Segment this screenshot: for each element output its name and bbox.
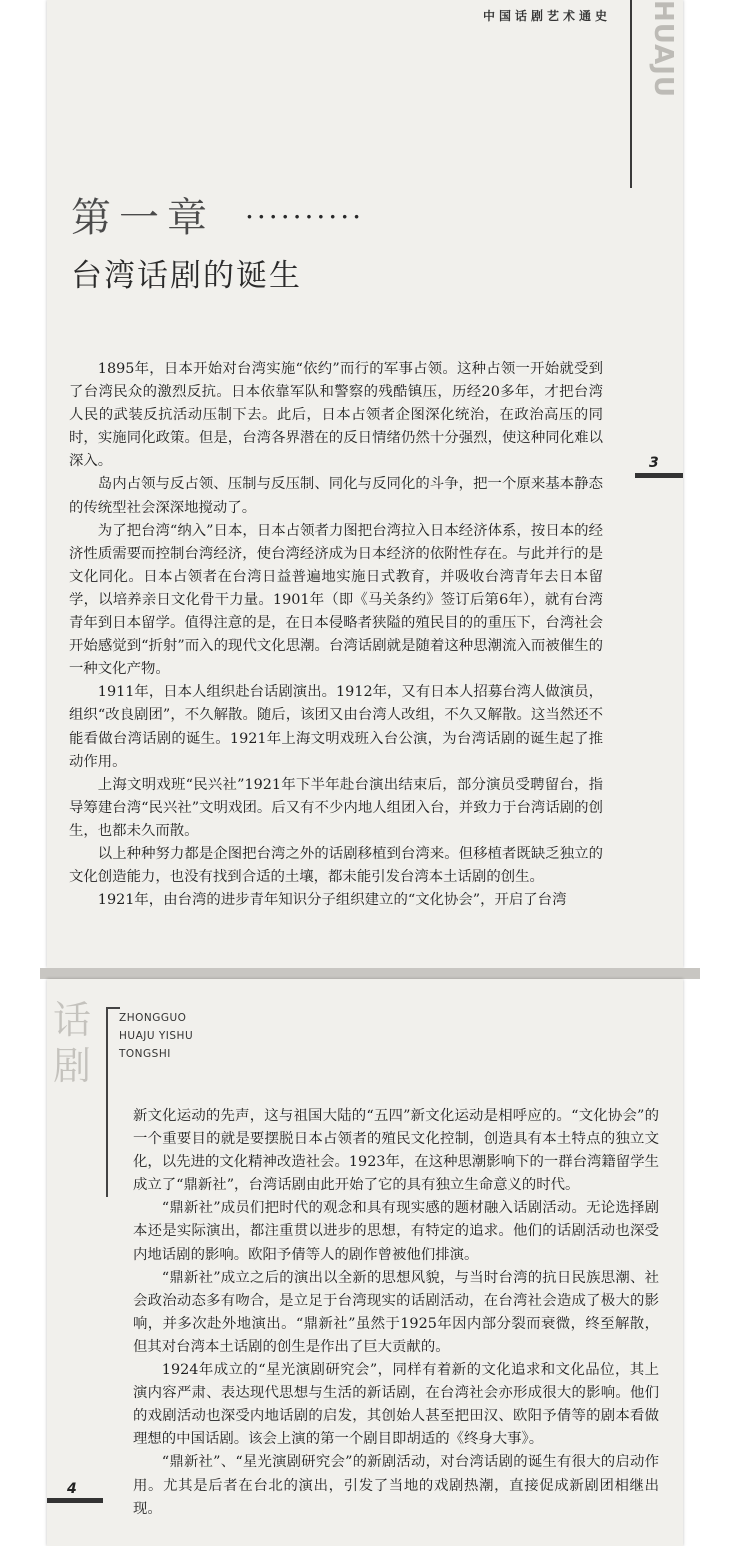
bracket-top [106, 1007, 120, 1009]
paragraph: 1911年，日本人组织赴台话剧演出。1912年，又有日本人招募台湾人做演员，组织“改良剧团”，不久解散。随后，该团又由台湾人改组，不久又解散。这当然还不能看做台湾话剧的诞生。1921年上海文明戏班入台公演，为台湾话剧的诞生起了推动作用。 [69, 684, 603, 770]
page-number: 3 [649, 455, 659, 471]
paragraph: 1895年，日本开始对台湾实施“依约”而行的军事占领。这种占领一开始就受到了台湾民众的激烈反抗。日本依靠军队和警察的残酷镇压，历经20多年，才把台湾人民的武装反抗活动压制下去。此后，日本占领者企图深化统治，在政治高压的同时，实施同化政策。但是，台湾各界潜在的反日情绪仍然十分强烈，使这种同化难以深入。 [69, 361, 603, 470]
page-number: 4 [67, 1481, 77, 1497]
chapter-dots: .......... [245, 192, 365, 225]
body-text [69, 358, 603, 912]
book-page-3 [47, 0, 683, 968]
vertical-mark-huaju: 话剧 [53, 998, 92, 1088]
page-number-bar [635, 473, 683, 478]
series-line: HUAJU YISHU [119, 1030, 194, 1042]
paragraph: 为了把台湾“纳入”日本，日本占领者力图把台湾拉入日本经济体系，按日本的经济性质需要而控制台湾经济，使台湾经济成为日本经济的依附性存在。与此并行的是文化同化。日本占领者在台湾日益普遍地实施日式教育，并吸收台湾青年去日本留学，以培养亲日文化骨干力量。1901年（即《马关条约》签订后第6年），就有台湾青年到日本留学。值得注意的是，在日本侵略者狭隘的殖民目的的重压下，台湾社会开始感觉到“折射”而入的现代文化思潮。台湾话剧就是随着这种思潮流入而被催生的一种文化产物。 [69, 522, 603, 678]
paragraph: 上海文明戏班“民兴社”1921年下半年赴台演出结束后，部分演员受聘留台，指导筹建台湾“民兴社”文明戏团。后又有不少内地人组团入台，并致力于台湾话剧的创生，也都未久而散。 [69, 776, 603, 839]
paragraph: 1924年成立的“星光演剧研究会”，同样有着新的文化追求和文化品位，其上演内容严肃、表达现代思想与生活的新话剧，在台湾社会亦形成很大的影响。他们的戏剧活动也深受内地话剧的启发，其创始人甚至把田汉、欧阳予倩等的剧本看做理想的中国话剧。该会上演的第一个剧目即胡适的《终身大事》。 [133, 1362, 659, 1448]
bracket-vertical [106, 1007, 108, 1197]
paragraph: “鼎新社”成员们把时代的观念和具有现实感的题材融入话剧活动。无论选择剧本还是实际演出，都注重贯以进步的思想，有特定的追求。他们的话剧活动也深受内地话剧的影响。欧阳予倩等人的剧作曾被他们排演。 [133, 1200, 659, 1263]
page-gap [40, 968, 700, 979]
paragraph: 岛内占领与反占领、压制与反压制、同化与反同化的斗争，把一个原来基本静态的传统型社会深深地搅动了。 [69, 476, 603, 516]
paragraph: 1921年，由台湾的进步青年知识分子组织建立的“文化协会”，开启了台湾 [97, 892, 567, 909]
paragraph: 以上种种努力都是企图把台湾之外的话剧移植到台湾来。但移植者既缺乏独立的文化创造能力，也没有找到合适的土壤，都未能引发台湾本土话剧的创生。 [69, 845, 603, 886]
series-line: ZHONGGUO [119, 1012, 187, 1024]
series-caption [119, 1009, 193, 1063]
series-line: TONGSHI [119, 1048, 171, 1060]
header-vertical-rule [630, 0, 632, 188]
running-title: 中国话剧艺术通史 [482, 9, 611, 23]
side-mark-huaju: HUAJU [648, 0, 678, 98]
page-number-bar [47, 1498, 103, 1503]
book-page-4 [47, 979, 683, 1546]
body-text [133, 1105, 659, 1521]
chapter-title: 台湾话剧的诞生 [71, 258, 302, 294]
chapter-label: 第一章 [71, 195, 215, 241]
paragraph: 新文化运动的先声，这与祖国大陆的“五四”新文化运动是相呼应的。“文化协会”的一个重要目的就是要摆脱日本占领者的殖民文化控制，创造具有本土特点的独立文化，以先进的文化精神改造社会。1923年，在这种思潮影响下的一群台湾籍留学生成立了“鼎新社”，台湾话剧由此开始了它的具有独立生命意义的时代。 [133, 1108, 659, 1194]
paragraph: “鼎新社”、“星光演剧研究会”的新剧活动，对台湾话剧的诞生有很大的启动作用。尤其是后者在台北的演出，引发了当地的戏剧热潮，直接促成新剧团相继出现。 [133, 1454, 659, 1517]
paragraph: “鼎新社”成立之后的演出以全新的思想风貌，与当时台湾的抗日民族思潮、社会政治动态多有吻合，是立足于台湾现实的话剧活动，在台湾社会造成了极大的影响，并多次赴外地演出。“鼎新社”虽然于1925年因内部分裂而衰微，终至解散，但其对台湾本土话剧的创生是作出了巨大贡献的。 [133, 1269, 659, 1355]
